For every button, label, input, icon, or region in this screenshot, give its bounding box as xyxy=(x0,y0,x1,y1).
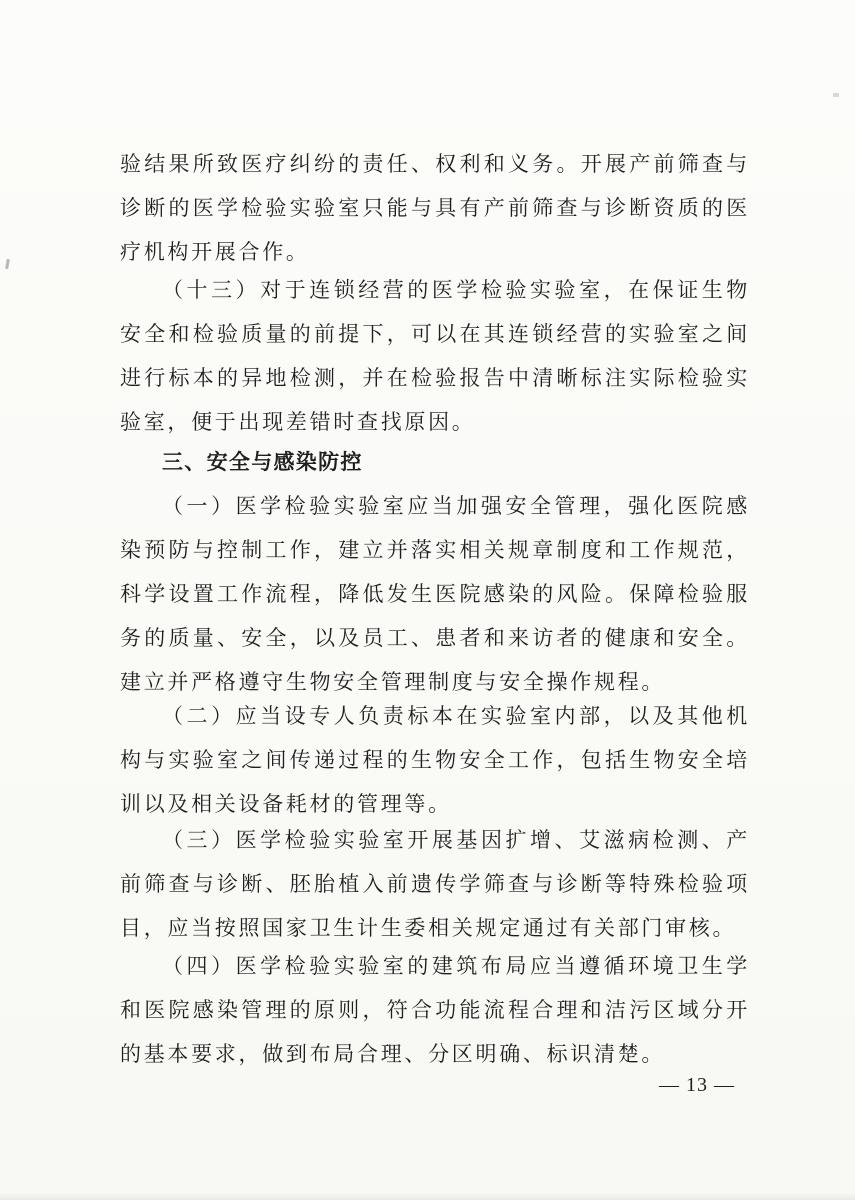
paragraph-continued: 验结果所致医疗纠纷的责任、权利和义务。开展产前筛查与诊断的医学检验实验室只能与具有产前筛查与诊断资质的医疗机构开展合作。 xyxy=(120,152,750,264)
paragraph-specimen-biosafety: （二）应当设专人负责标本在实验室内部，以及其他机构与实验室之间传递过程的生物安全工作，包括生物安全培训以及相关设备耗材的管理等。 xyxy=(120,704,750,816)
paragraph-safety-management: （一）医学检验实验室应当加强安全管理，强化医院感染预防与控制工作，建立并落实相关规章制度和工作规范，科学设置工作流程，降低发生医院感染的风险。保障检验服务的质量、安全，以及员工、患者和来访者的健康和安全。建立并严格遵守生物安全管理制度与安全操作规程。 xyxy=(120,494,750,694)
scan-mark xyxy=(5,259,10,269)
scan-mark xyxy=(833,93,839,97)
paragraph-building-layout: （四）医学检验实验室的建筑布局应当遵循环境卫生学和医院感染管理的原则，符合功能流程合理和洁污区域分开的基本要求，做到布局合理、分区明确、标识清楚。 xyxy=(120,954,750,1066)
section-heading: 三、安全与感染防控 xyxy=(162,450,363,474)
paragraph-chain-lab: （十三）对于连锁经营的医学检验实验室，在保证生物安全和检验质量的前提下，可以在其连锁经营的实验室之间进行标本的异地检测，并在检验报告中清晰标注实际检验实验室，便于出现差错时查找原因。 xyxy=(120,278,750,434)
page-number: — 13 — xyxy=(659,1074,735,1096)
page-edge xyxy=(0,1192,855,1200)
paragraph-special-tests: （三）医学检验实验室开展基因扩增、艾滋病检测、产前筛查与诊断、胚胎植入前遗传学筛查与诊断等特殊检验项目，应当按照国家卫生计生委相关规定通过有关部门审核。 xyxy=(120,828,750,940)
